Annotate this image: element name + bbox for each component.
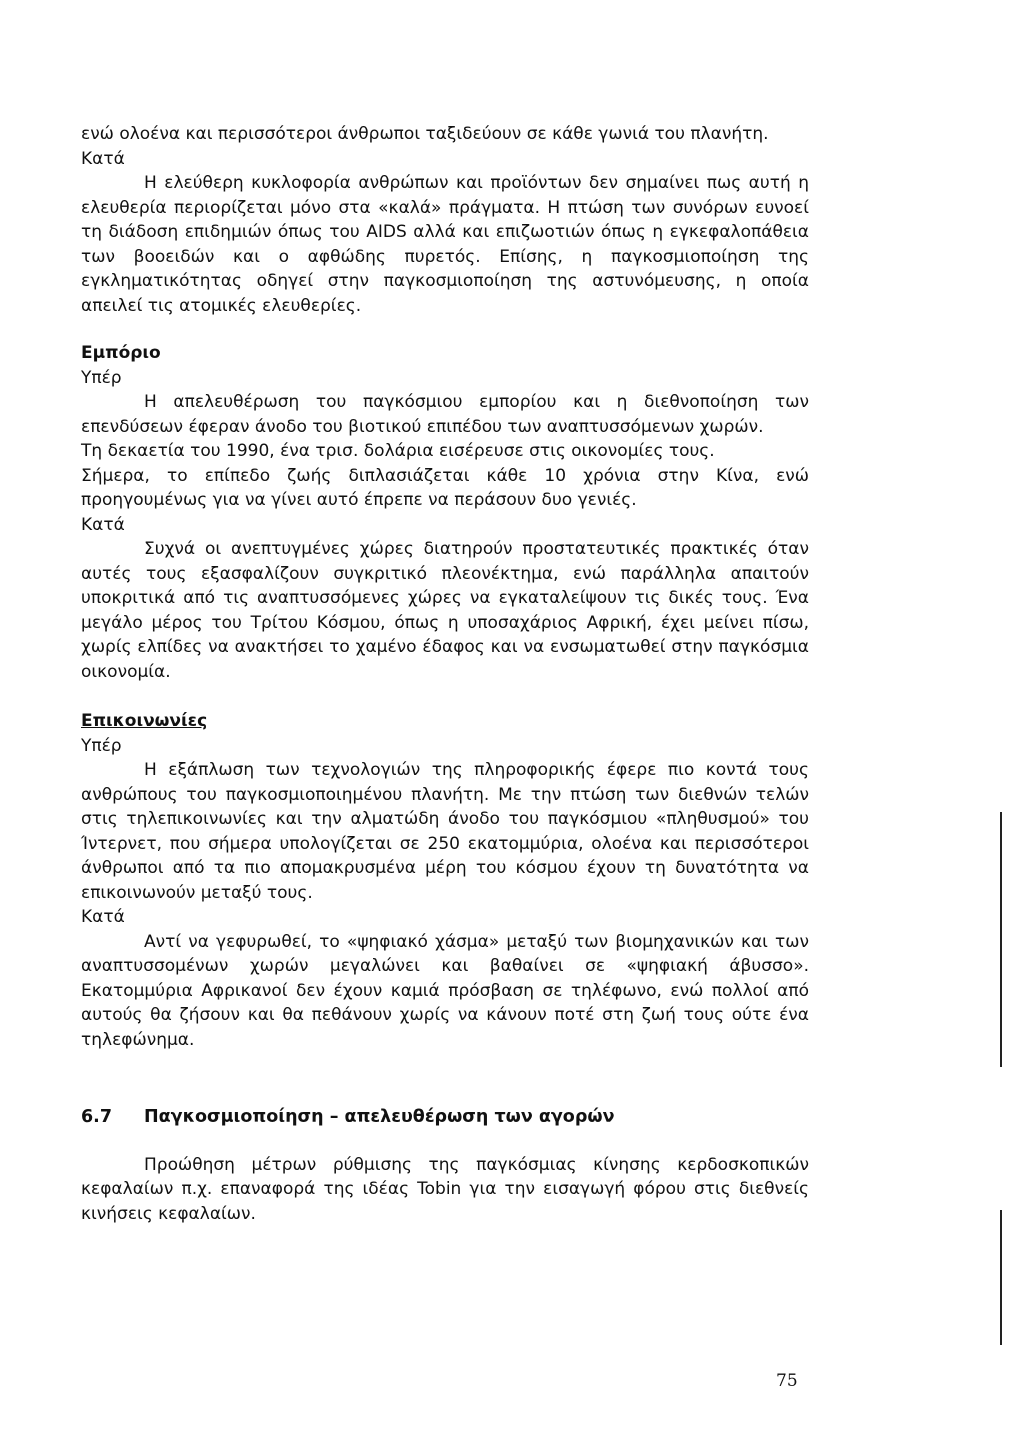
spacer xyxy=(81,684,809,709)
text-column xyxy=(81,122,809,1226)
spacer xyxy=(81,318,809,341)
page-number: 75 xyxy=(776,1371,798,1391)
spacer xyxy=(81,1130,809,1153)
margin-bar xyxy=(1000,812,1002,1067)
spacer xyxy=(81,1052,809,1105)
section-paragraph: Προώθηση μέτρων ρύθμισης της παγκόσμιας κίνησης κερδοσκοπικών κεφαλαίων π.χ. επαναφορά της ιδέας Tobin για την εισαγωγή φόρου στις διεθνείς κινήσεις κεφαλαίων. xyxy=(81,1154,809,1224)
heading-communications: Επικοινωνίες xyxy=(81,711,208,731)
label-for: Υπέρ xyxy=(81,367,122,388)
trade-paragraph-for: Η απελευθέρωση του παγκόσμιου εμπορίου και η διεθνοποίηση των επενδύσεων έφεραν άνοδο του βιοτικού επιπέδου των αναπτυσσόμενων χωρών. xyxy=(81,392,809,437)
heading-trade: Εμπόριο xyxy=(81,343,161,363)
label-against: Κατά xyxy=(81,148,125,169)
communications-paragraph-against: Αντί να γεφυρωθεί, το «ψηφιακό χάσμα» μεταξύ των βιομηχανικών και των αναπτυσσομένων χωρών μεγαλώνει και βαθαίνει σε «ψηφιακή άβυσσο». Εκατομμύρια Αφρικανοί δεν έχουν καμιά πρόσβαση σε τηλέφωνο, ενώ πολλοί από αυτούς θα ζήσουν και θα πεθάνουν χωρίς να κάνουν ποτέ στη ζωή τους ούτε ένα τηλεφώνημα. xyxy=(81,931,809,1050)
communications-paragraph-for: Η εξάπλωση των τεχνολογιών της πληροφορικής έφερε πιο κοντά τους ανθρώπους του παγκοσμιοποιημένου πλανήτη. Με την πτώση των διεθνών τελών στις τηλεπικοινωνίες και την αλματώδη άνοδο του παγκόσμιου «πληθυσμού» του Ίντερνετ, που σήμερα υπολογίζεται σε 250 εκατομμύρια, ολοένα και περισσότεροι άνθρωποι από τα πιο απομακρυσμένα μέρη του κόσμου έχουν τη δυνατότητα να επικοινωνούν μεταξύ τους. xyxy=(81,760,809,903)
margin-bar xyxy=(1000,1210,1002,1345)
section-title: Παγκοσμιοποίηση – απελευθέρωση των αγορών xyxy=(144,1107,615,1127)
trade-paragraph-against: Συχνά οι ανεπτυγμένες χώρες διατηρούν προστατευτικές πρακτικές όταν αυτές τους εξασφαλίζουν συγκριτικό πλεονέκτημα, ενώ παράλληλα απαιτούν υποκριτικά από τις αναπτυσσόμενες χώρες να εγκαταλείψουν τις δικές τους. Ένα μεγάλο μέρος του Τρίτου Κόσμου, όπως η υποσαχάριος Αφρική, έχει μείνει πίσω, χωρίς ελπίδες να ανακτήσει το χαμένο έδαφος και να ενσωματωθεί στην παγκόσμια οικονομία. xyxy=(81,539,809,682)
label-against: Κατά xyxy=(81,907,125,927)
intro-paragraph-against: Η ελεύθερη κυκλοφορία ανθρώπων και προϊόντων δεν σημαίνει πως αυτή η ελευθερία περιορίζεται μόνο στα «καλά» πράγματα. Η πτώση των συνόρων ευνοεί τη διάδοση επιδημιών όπως του AIDS αλλά και επιζωοτιών όπως η εγκεφαλοπάθεια των βοοειδών και ο αφθώδης πυρετός. Επίσης, η παγκοσμιοποίηση της εγκληματικότητας οδηγεί στην παγκοσμιοποίηση της αστυνόμευσης, η οποία απειλεί τις ατομικές ελευθερίες. xyxy=(81,173,809,316)
trade-line-today: Σήμερα, το επίπεδο ζωής διπλασιάζεται κάθε 10 χρόνια στην Κίνα, ενώ προηγουμένως για να γίνει αυτό έπρεπε να περάσουν δυο γενιές. xyxy=(81,465,809,510)
trade-line-1990: Τη δεκαετία του 1990, ένα τρισ. δολάρια εισέρευσε στις οικονομίες τους. xyxy=(81,441,715,461)
section-heading xyxy=(81,1105,809,1130)
intro-line: ενώ ολοένα και περισσότεροι άνθρωποι ταξιδεύουν σε κάθε γωνιά του πλανήτη. xyxy=(81,124,769,144)
label-for: Υπέρ xyxy=(81,735,122,756)
label-against: Κατά xyxy=(81,514,125,535)
section-number: 6.7 xyxy=(81,1107,113,1127)
